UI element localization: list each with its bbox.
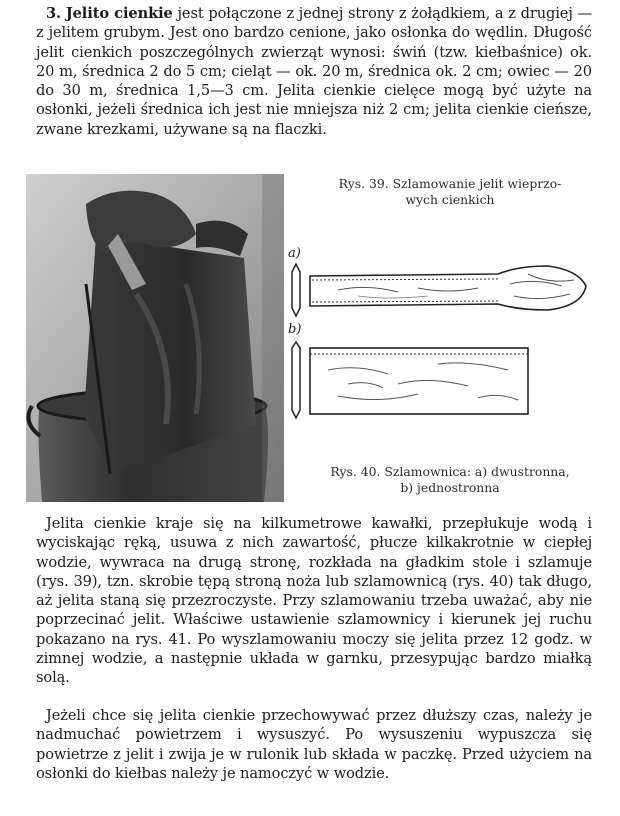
figure-39-caption [300,176,600,208]
scraper-double-sided [310,266,586,310]
paragraph-1-text: jest połączone z jednej strony z żołądkiem, a z drugiej — z jelitem grubym. Jest ono bardzo cenione, jako osłonka do wędlin. Długość jelit cienkich poszczególnych zwierząt wynosi: świń (tzw. kiełbaśnice) ok. 20 m, średnica 2 do 5 cm; cieląt — ok. 20 m, średnica ok. 2 cm; owiec — 20 do 30 m, średnica 1,5—3 cm. Jelita cienkie cielęce mogą być użyte na osłonki, jeżeli średnica ich jest nie mniejsza niż 2 cm; jelita cienkie cieńsze, zwane krezkami, używane są na flaczki. [36,5,593,138]
figure-39-caption-line-2: wych cienkich [405,192,495,207]
figure-40-drawing [278,244,604,430]
figure-39-caption-line-1: Rys. 39. Szlamowanie jelit wieprzo- [338,176,562,191]
paragraph-small-intestine [36,4,592,139]
section-keyword: Jelito cienkie [65,5,173,22]
paragraph-preparation: Jelita cienkie kraje się na kilkumetrowe kawałki, przepłukuje wodą i wyciskając ręką, usuwa z nich zawartość, płucze kilkakrotnie w ciepłej wodzie, wywraca na drugą stronę, rozkłada na gładkim stole i szlamuje (rys. 39), tzn. skrobie tępą stroną noża lub szlamownicą (rys. 40) tak długo, aż jelita staną się przezroczyste. Przy szlamowaniu trzeba uważać, aby nie poprzecinać jelit. Właściwe ustawienie szlamownicy i kierunek jej ruchu pokazano na rys. 41. Po wyszlamowaniu moczy się jelita przez 12 godz. w zimnej wodzie, a następnie układa w garnku, przesypując bardzo miałką solą. [36,515,592,687]
figure-40-label-b: b) [288,322,302,337]
paragraph-storage: Jeżeli chce się jelita cienkie przechowywać przez dłuższy czas, należy je nadmuchać powietrzem i wysuszyć. Po wysuszeniu wypuszcza się powietrze z jelit i zwija je w rulonik lub składa w paczkę. Przed użyciem na osłonki do kiełbas należy je namoczyć w wodzie. [36,707,592,782]
figure-40-label-a: a) [288,246,301,261]
figure-40-caption [300,464,600,496]
figure-40-caption-line-1: Rys. 40. Szlamownica: a) dwustronna, [330,464,570,479]
scraper-single-sided [310,348,528,414]
section-number: 3. [46,5,62,22]
figure-39-photo [26,174,284,502]
figure-40-caption-line-2: b) jednostronna [400,480,500,495]
